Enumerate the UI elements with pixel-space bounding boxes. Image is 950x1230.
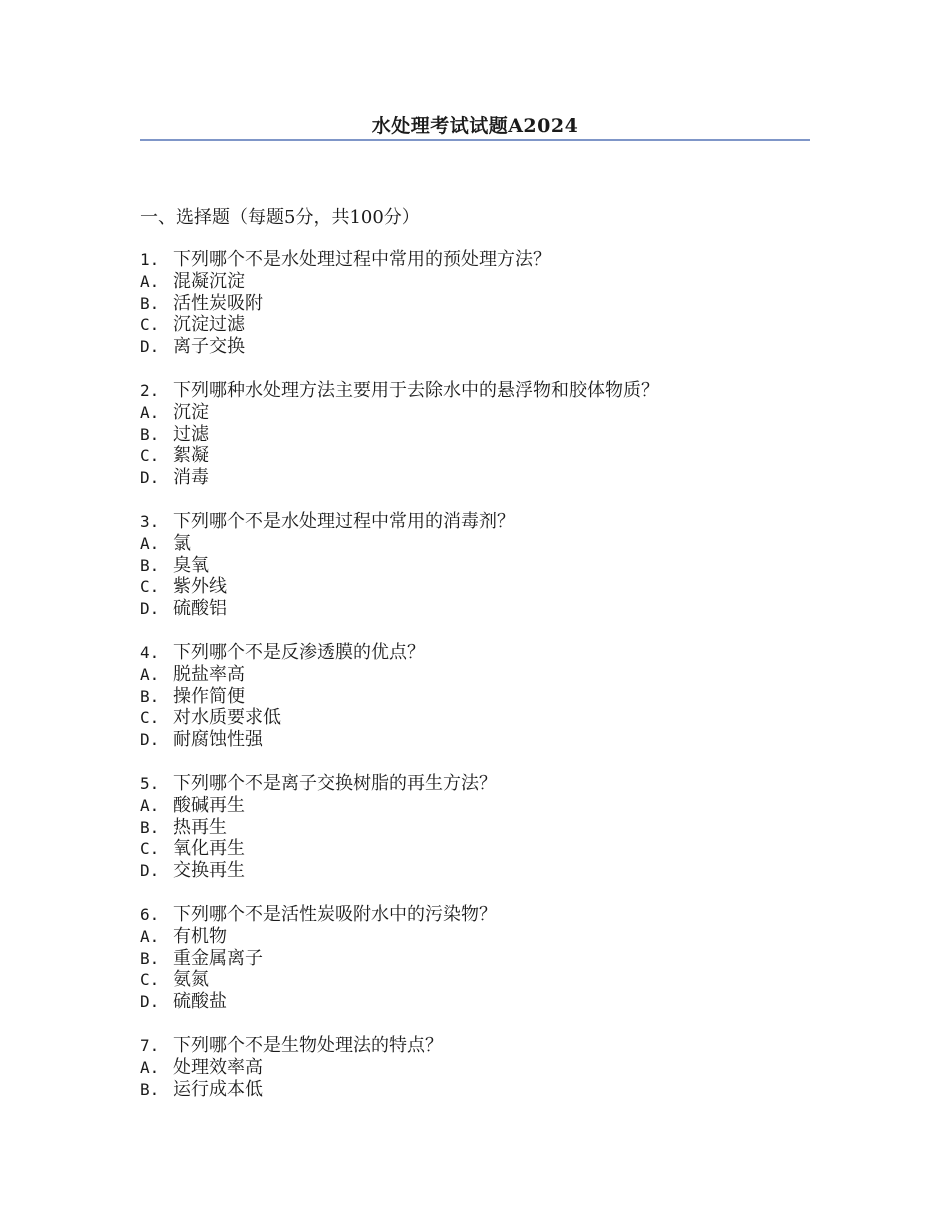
option-text: 离子交换 xyxy=(173,336,245,358)
option-text: 操作简便 xyxy=(173,685,245,707)
answer-option xyxy=(140,271,810,293)
question-number: 7. xyxy=(140,1035,160,1055)
question-5 xyxy=(140,773,810,882)
option-text: 活性炭吸附 xyxy=(173,292,263,314)
question-number: 2. xyxy=(140,380,160,400)
title-divider xyxy=(140,139,810,141)
question-number: 3. xyxy=(140,511,160,531)
question-text: 下列哪个不是生物处理法的特点？ xyxy=(173,1034,443,1056)
answer-option xyxy=(140,598,810,620)
option-letter: D. xyxy=(140,992,160,1012)
option-text: 耐腐蚀性强 xyxy=(173,729,263,751)
question-7 xyxy=(140,1035,810,1100)
option-text: 交换再生 xyxy=(173,860,245,882)
option-text: 硫酸盐 xyxy=(173,991,227,1013)
answer-option xyxy=(140,795,810,817)
option-letter: A. xyxy=(140,664,160,684)
option-text: 沉淀过滤 xyxy=(173,314,245,336)
question-text: 下列哪个不是反渗透膜的优点？ xyxy=(173,641,425,663)
question-stem xyxy=(140,904,810,926)
answer-option xyxy=(140,445,810,467)
option-letter: C. xyxy=(140,970,160,990)
option-letter: A. xyxy=(140,402,160,422)
answer-option xyxy=(140,664,810,686)
option-text: 消毒 xyxy=(173,467,209,489)
option-letter: A. xyxy=(140,271,160,291)
question-2 xyxy=(140,380,810,489)
option-letter: B. xyxy=(140,293,160,313)
question-text: 下列哪个不是离子交换树脂的再生方法？ xyxy=(173,772,497,794)
answer-option xyxy=(140,838,810,860)
question-3 xyxy=(140,511,810,620)
option-letter: D. xyxy=(140,337,160,357)
question-stem xyxy=(140,511,810,533)
option-text: 混凝沉淀 xyxy=(173,270,245,292)
question-text: 下列哪个不是活性炭吸附水中的污染物？ xyxy=(173,903,497,925)
answer-option xyxy=(140,467,810,489)
option-letter: B. xyxy=(140,948,160,968)
question-stem xyxy=(140,773,810,795)
option-letter: A. xyxy=(140,926,160,946)
option-letter: D. xyxy=(140,730,160,750)
option-text: 絮凝 xyxy=(173,445,209,467)
question-text: 下列哪种水处理方法主要用于去除水中的悬浮物和胶体物质？ xyxy=(173,379,659,401)
option-text: 紫外线 xyxy=(173,576,227,598)
option-letter: B. xyxy=(140,686,160,706)
option-letter: B. xyxy=(140,555,160,575)
question-4 xyxy=(140,642,810,751)
option-text: 运行成本低 xyxy=(173,1078,263,1100)
option-text: 热再生 xyxy=(173,816,227,838)
answer-option xyxy=(140,991,810,1013)
option-text: 臭氧 xyxy=(173,554,209,576)
answer-option xyxy=(140,817,810,839)
option-letter: B. xyxy=(140,1079,160,1099)
option-letter: C. xyxy=(140,708,160,728)
question-stem xyxy=(140,380,810,402)
option-letter: D. xyxy=(140,861,160,881)
option-letter: C. xyxy=(140,315,160,335)
question-number: 6. xyxy=(140,904,160,924)
answer-option xyxy=(140,424,810,446)
option-text: 氧化再生 xyxy=(173,838,245,860)
answer-option xyxy=(140,948,810,970)
question-stem xyxy=(140,1035,810,1057)
question-6 xyxy=(140,904,810,1013)
option-letter: B. xyxy=(140,424,160,444)
option-text: 有机物 xyxy=(173,925,227,947)
answer-option xyxy=(140,1079,810,1101)
answer-option xyxy=(140,926,810,948)
option-letter: C. xyxy=(140,446,160,466)
option-text: 处理效率高 xyxy=(173,1056,263,1078)
answer-option xyxy=(140,402,810,424)
answer-option xyxy=(140,707,810,729)
option-text: 硫酸铝 xyxy=(173,598,227,620)
option-text: 氨氮 xyxy=(173,969,209,991)
answer-option xyxy=(140,860,810,882)
question-text: 下列哪个不是水处理过程中常用的消毒剂？ xyxy=(173,510,515,532)
option-letter: D. xyxy=(140,468,160,488)
option-letter: C. xyxy=(140,839,160,859)
answer-option xyxy=(140,686,810,708)
option-letter: B. xyxy=(140,817,160,837)
answer-option xyxy=(140,1057,810,1079)
option-text: 氯 xyxy=(173,532,191,554)
question-number: 5. xyxy=(140,773,160,793)
answer-option xyxy=(140,314,810,336)
option-letter: D. xyxy=(140,599,160,619)
question-number: 1. xyxy=(140,250,160,269)
option-text: 酸碱再生 xyxy=(173,794,245,816)
question-text: 下列哪个不是水处理过程中常用的预处理方法？ xyxy=(173,249,551,270)
document-title: 水处理考试试题A2024 xyxy=(371,115,579,137)
question-list xyxy=(140,249,810,1122)
option-text: 重金属离子 xyxy=(173,947,263,969)
answer-option xyxy=(140,293,810,315)
answer-option xyxy=(140,336,810,358)
answer-option xyxy=(140,576,810,598)
answer-option xyxy=(140,729,810,751)
option-letter: A. xyxy=(140,533,160,553)
option-letter: A. xyxy=(140,795,160,815)
option-text: 脱盐率高 xyxy=(173,663,245,685)
option-letter: A. xyxy=(140,1057,160,1077)
answer-option xyxy=(140,533,810,555)
option-text: 对水质要求低 xyxy=(173,707,281,729)
option-letter: C. xyxy=(140,577,160,597)
question-stem xyxy=(140,249,810,271)
answer-option xyxy=(140,969,810,991)
answer-option xyxy=(140,555,810,577)
section-heading: 一、选择题（每题5分，共100分） xyxy=(140,207,420,228)
question-number: 4. xyxy=(140,642,160,662)
option-text: 过滤 xyxy=(173,423,209,445)
option-text: 沉淀 xyxy=(173,401,209,423)
question-stem xyxy=(140,642,810,664)
question-1 xyxy=(140,249,810,358)
